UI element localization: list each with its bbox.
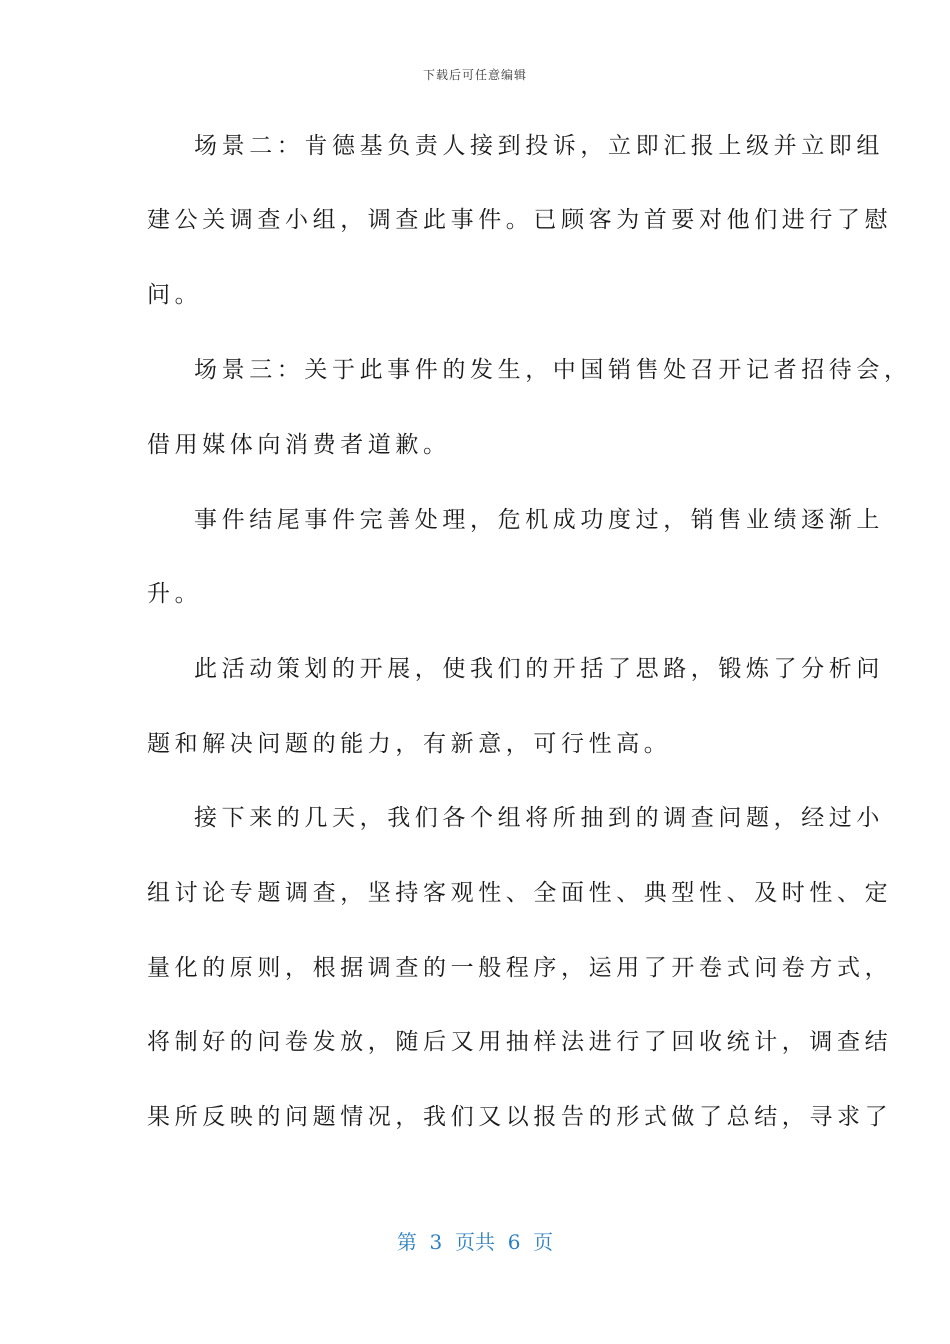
paragraph-line: 建公关调查小组，调查此事件。已顾客为首要对他们进行了慰 bbox=[147, 207, 893, 233]
paragraph-line: 题和解决问题的能力，有新意，可行性高。 bbox=[147, 731, 672, 757]
paragraph-line: 接下来的几天，我们各个组将所抽到的调查问题，经过小 bbox=[194, 805, 884, 831]
paragraph-line: 将制好的问卷发放，随后又用抽样法进行了回收统计，调查结 bbox=[147, 1029, 893, 1055]
download-editable-note: 下载后可任意编辑 bbox=[422, 68, 527, 82]
paragraph-line: 升。 bbox=[147, 581, 203, 607]
paragraph-line: 场景三：关于此事件的发生，中国销售处召开记者招待会， bbox=[194, 357, 912, 383]
paragraph-line: 事件结尾事件完善处理，危机成功度过，销售业绩逐渐上 bbox=[194, 507, 884, 533]
paragraph-line: 组讨论专题调查，坚持客观性、全面性、典型性、及时性、定 bbox=[147, 880, 893, 906]
paragraph-line: 问。 bbox=[147, 282, 203, 308]
paragraph-line: 果所反映的问题情况，我们又以报告的形式做了总结，寻求了 bbox=[147, 1104, 893, 1130]
paragraph-line: 场景二：肯德基负责人接到投诉，立即汇报上级并立即组 bbox=[194, 133, 884, 159]
paragraph-line: 此活动策划的开展，使我们的开括了思路，锻炼了分析问 bbox=[194, 656, 884, 682]
page-number: 第 3 页共 6 页 bbox=[396, 1230, 554, 1254]
paragraph-line: 量化的原则，根据调查的一般程序，运用了开卷式问卷方式， bbox=[147, 955, 893, 981]
paragraph-line: 借用媒体向消费者道歉。 bbox=[147, 432, 451, 458]
